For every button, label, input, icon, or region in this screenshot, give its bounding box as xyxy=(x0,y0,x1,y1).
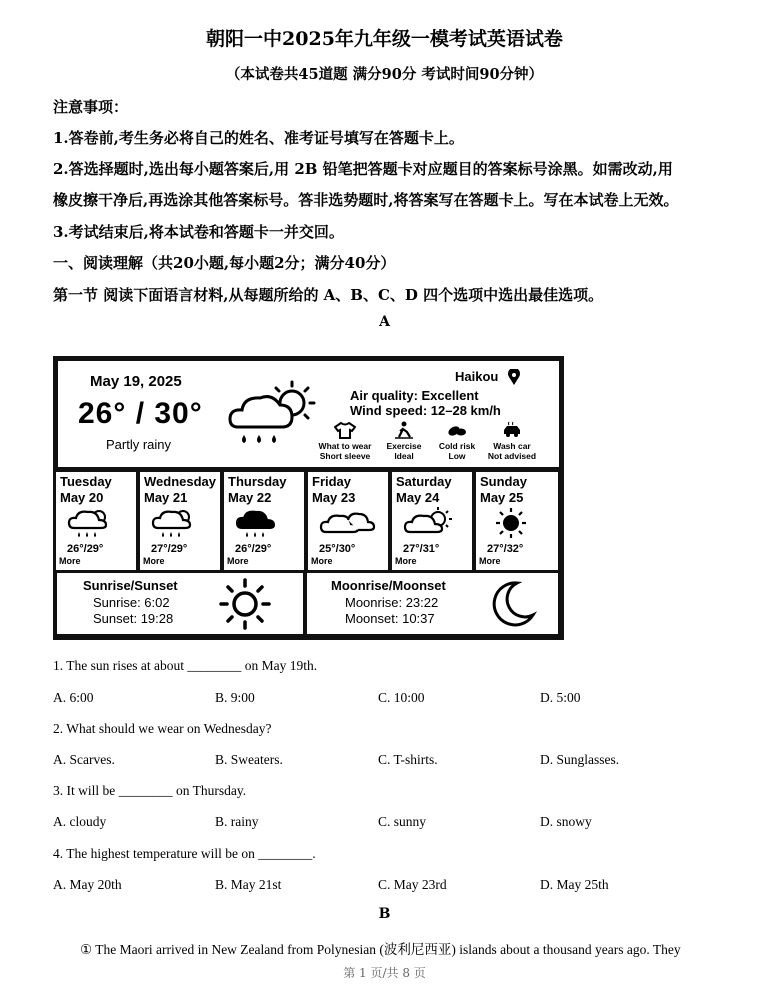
forecast-day-sunday xyxy=(476,472,558,570)
more-link[interactable]: More xyxy=(395,556,417,566)
q3-option-b: B. rainy xyxy=(215,814,259,829)
day-name: Friday xyxy=(312,474,352,489)
question-3-stem: 3. It will be ________ on Thursday. xyxy=(53,783,247,798)
day-temp: 26°/29° xyxy=(67,543,104,555)
day-temp: 25°/30° xyxy=(319,543,356,555)
moonrise-time: Moonrise: 23:22 xyxy=(345,595,439,610)
tip-cold-risk xyxy=(432,421,482,465)
exam-title: 朝阳一中2025年九年级一模考试英语试卷 xyxy=(206,28,563,50)
notice-item-2-line-2: 橡皮擦干净后,再选涂其他答案标号。答非选势题时,将答案写在答题卡上。写在本试卷上无效。 xyxy=(53,191,679,209)
q1-option-b: B. 9:00 xyxy=(215,690,255,705)
day-name: Saturday xyxy=(396,474,452,489)
day-date: May 23 xyxy=(312,490,356,505)
forecast-day-saturday xyxy=(392,472,472,570)
air-quality: Air quality: Excellent xyxy=(350,388,479,403)
day-name: Wednesday xyxy=(144,474,217,489)
exercise-icon xyxy=(393,421,415,439)
weather-date: May 19, 2025 xyxy=(90,373,182,390)
more-link[interactable]: More xyxy=(143,556,165,566)
car-icon xyxy=(501,421,523,439)
sunset-time: Sunset: 19:28 xyxy=(93,611,174,626)
moon-title: Moonrise/Moonset xyxy=(331,578,446,593)
passage-b-text: ① The Maori arrived in New Zealand from Polynesian (波利尼西亚) islands about a thousand years ago. They xyxy=(80,942,681,957)
weather-city: Haikou xyxy=(455,369,499,384)
more-link[interactable]: More xyxy=(227,556,249,566)
tshirt-icon xyxy=(334,421,356,439)
day-temp: 27°/29° xyxy=(151,543,188,555)
q3-option-d: D. snowy xyxy=(540,814,592,829)
moonset-time: Moonset: 10:37 xyxy=(345,611,435,626)
tip-value: Low xyxy=(448,451,466,461)
part1-heading: 一、阅读理解（共20小题,每小题2分；满分40分） xyxy=(53,254,396,272)
q1-option-c: C. 10:00 xyxy=(378,690,425,705)
sun-icon xyxy=(217,577,273,631)
q4-option-b: B. May 21st xyxy=(215,877,282,892)
tip-label: What to wear xyxy=(318,441,372,451)
question-4-stem: 4. The highest temperature will be on ________. xyxy=(53,846,316,861)
day-temp: 26°/29° xyxy=(235,543,272,555)
q1-option-d: D. 5:00 xyxy=(540,690,581,705)
forecast-day-wednesday xyxy=(140,472,220,570)
section1-instructions: 第一节 阅读下面语言材料,从每题所给的 A、B、C、D 四个选项中选出最佳选项。 xyxy=(53,286,604,304)
sun-icon xyxy=(486,506,536,540)
passage-a-label: A xyxy=(379,314,390,330)
tip-label: Cold risk xyxy=(438,441,476,451)
tip-value: Not advised xyxy=(487,451,537,461)
weather-condition: Partly rainy xyxy=(106,437,172,452)
cloud-icon xyxy=(318,506,378,540)
notice-item-3: 3.考试结束后,将本试卷和答题卡一并交回。 xyxy=(53,223,344,241)
q3-option-a: A. cloudy xyxy=(53,814,107,829)
forecast-day-thursday xyxy=(224,472,304,570)
day-date: May 24 xyxy=(396,490,440,505)
tip-value: Ideal xyxy=(394,451,414,461)
forecast-day-friday xyxy=(308,472,388,570)
tip-wash-car xyxy=(482,421,542,465)
tip-label: Wash car xyxy=(493,441,531,451)
tip-value: Short sleeve xyxy=(319,451,371,461)
notice-heading: 注意事项： xyxy=(53,98,129,116)
weather-today-panel xyxy=(58,361,559,467)
more-link[interactable]: More xyxy=(479,556,501,566)
day-temp: 27°/32° xyxy=(487,543,524,555)
question-2-stem: 2. What should we wear on Wednesday? xyxy=(53,721,272,736)
weather-card xyxy=(53,356,564,640)
q2-option-a: A. Scarves. xyxy=(53,752,115,767)
weather-temp-today: 26° / 30° xyxy=(78,397,203,430)
q2-option-b: B. Sweaters. xyxy=(215,752,283,767)
day-temp: 27°/31° xyxy=(403,543,440,555)
forecast-day-tuesday xyxy=(56,472,136,570)
exam-subtitle: （本试卷共45道题 满分90分 考试时间90分钟） xyxy=(225,66,544,83)
partly-rainy-icon xyxy=(226,379,326,451)
partly-cloudy-icon xyxy=(402,506,458,540)
day-date: May 20 xyxy=(60,490,104,505)
rain-cloud-icon xyxy=(234,506,284,540)
q4-option-a: A. May 20th xyxy=(53,877,122,892)
q3-option-c: C. sunny xyxy=(378,814,427,829)
passage-b-label: B xyxy=(378,906,391,922)
more-link[interactable]: More xyxy=(311,556,333,566)
moonrise-moonset-panel xyxy=(307,573,558,634)
tip-what-to-wear xyxy=(316,421,374,465)
q2-option-c: C. T-shirts. xyxy=(378,752,438,767)
day-name: Thursday xyxy=(228,474,287,489)
rain-cloud-icon xyxy=(150,506,200,540)
rain-cloud-icon xyxy=(66,506,116,540)
tip-exercise xyxy=(378,421,430,465)
q2-option-d: D. Sunglasses. xyxy=(540,752,620,767)
day-date: May 22 xyxy=(228,490,272,505)
sunrise-time: Sunrise: 6:02 xyxy=(93,595,170,610)
pills-icon xyxy=(446,421,468,439)
q1-option-a: A. 6:00 xyxy=(53,690,94,705)
location-pin-icon xyxy=(507,369,521,386)
day-name: Sunday xyxy=(480,474,527,489)
sunrise-sunset-panel xyxy=(57,573,303,634)
more-link[interactable]: More xyxy=(59,556,81,566)
wind-speed: Wind speed: 12–28 km/h xyxy=(350,403,501,418)
tip-label: Exercise xyxy=(386,441,422,451)
q4-option-d: D. May 25th xyxy=(540,877,609,892)
notice-item-2-line-1: 2.答选择题时,选出每小题答案后,用 2B 铅笔把答题卡对应题目的答案标号涂黑。如需改动,用 xyxy=(53,160,673,178)
day-date: May 21 xyxy=(144,490,188,505)
day-name: Tuesday xyxy=(60,474,112,489)
page-footer: 第 1 页/共 8 页 xyxy=(343,966,426,980)
day-date: May 25 xyxy=(480,490,524,505)
notice-item-1: 1.答卷前,考生务必将自己的姓名、准考证号填写在答题卡上。 xyxy=(53,129,464,147)
moon-icon xyxy=(487,579,537,629)
q4-option-c: C. May 23rd xyxy=(378,877,447,892)
sun-title: Sunrise/Sunset xyxy=(83,578,178,593)
question-1-stem: 1. The sun rises at about ________ on May 19th. xyxy=(53,658,318,673)
